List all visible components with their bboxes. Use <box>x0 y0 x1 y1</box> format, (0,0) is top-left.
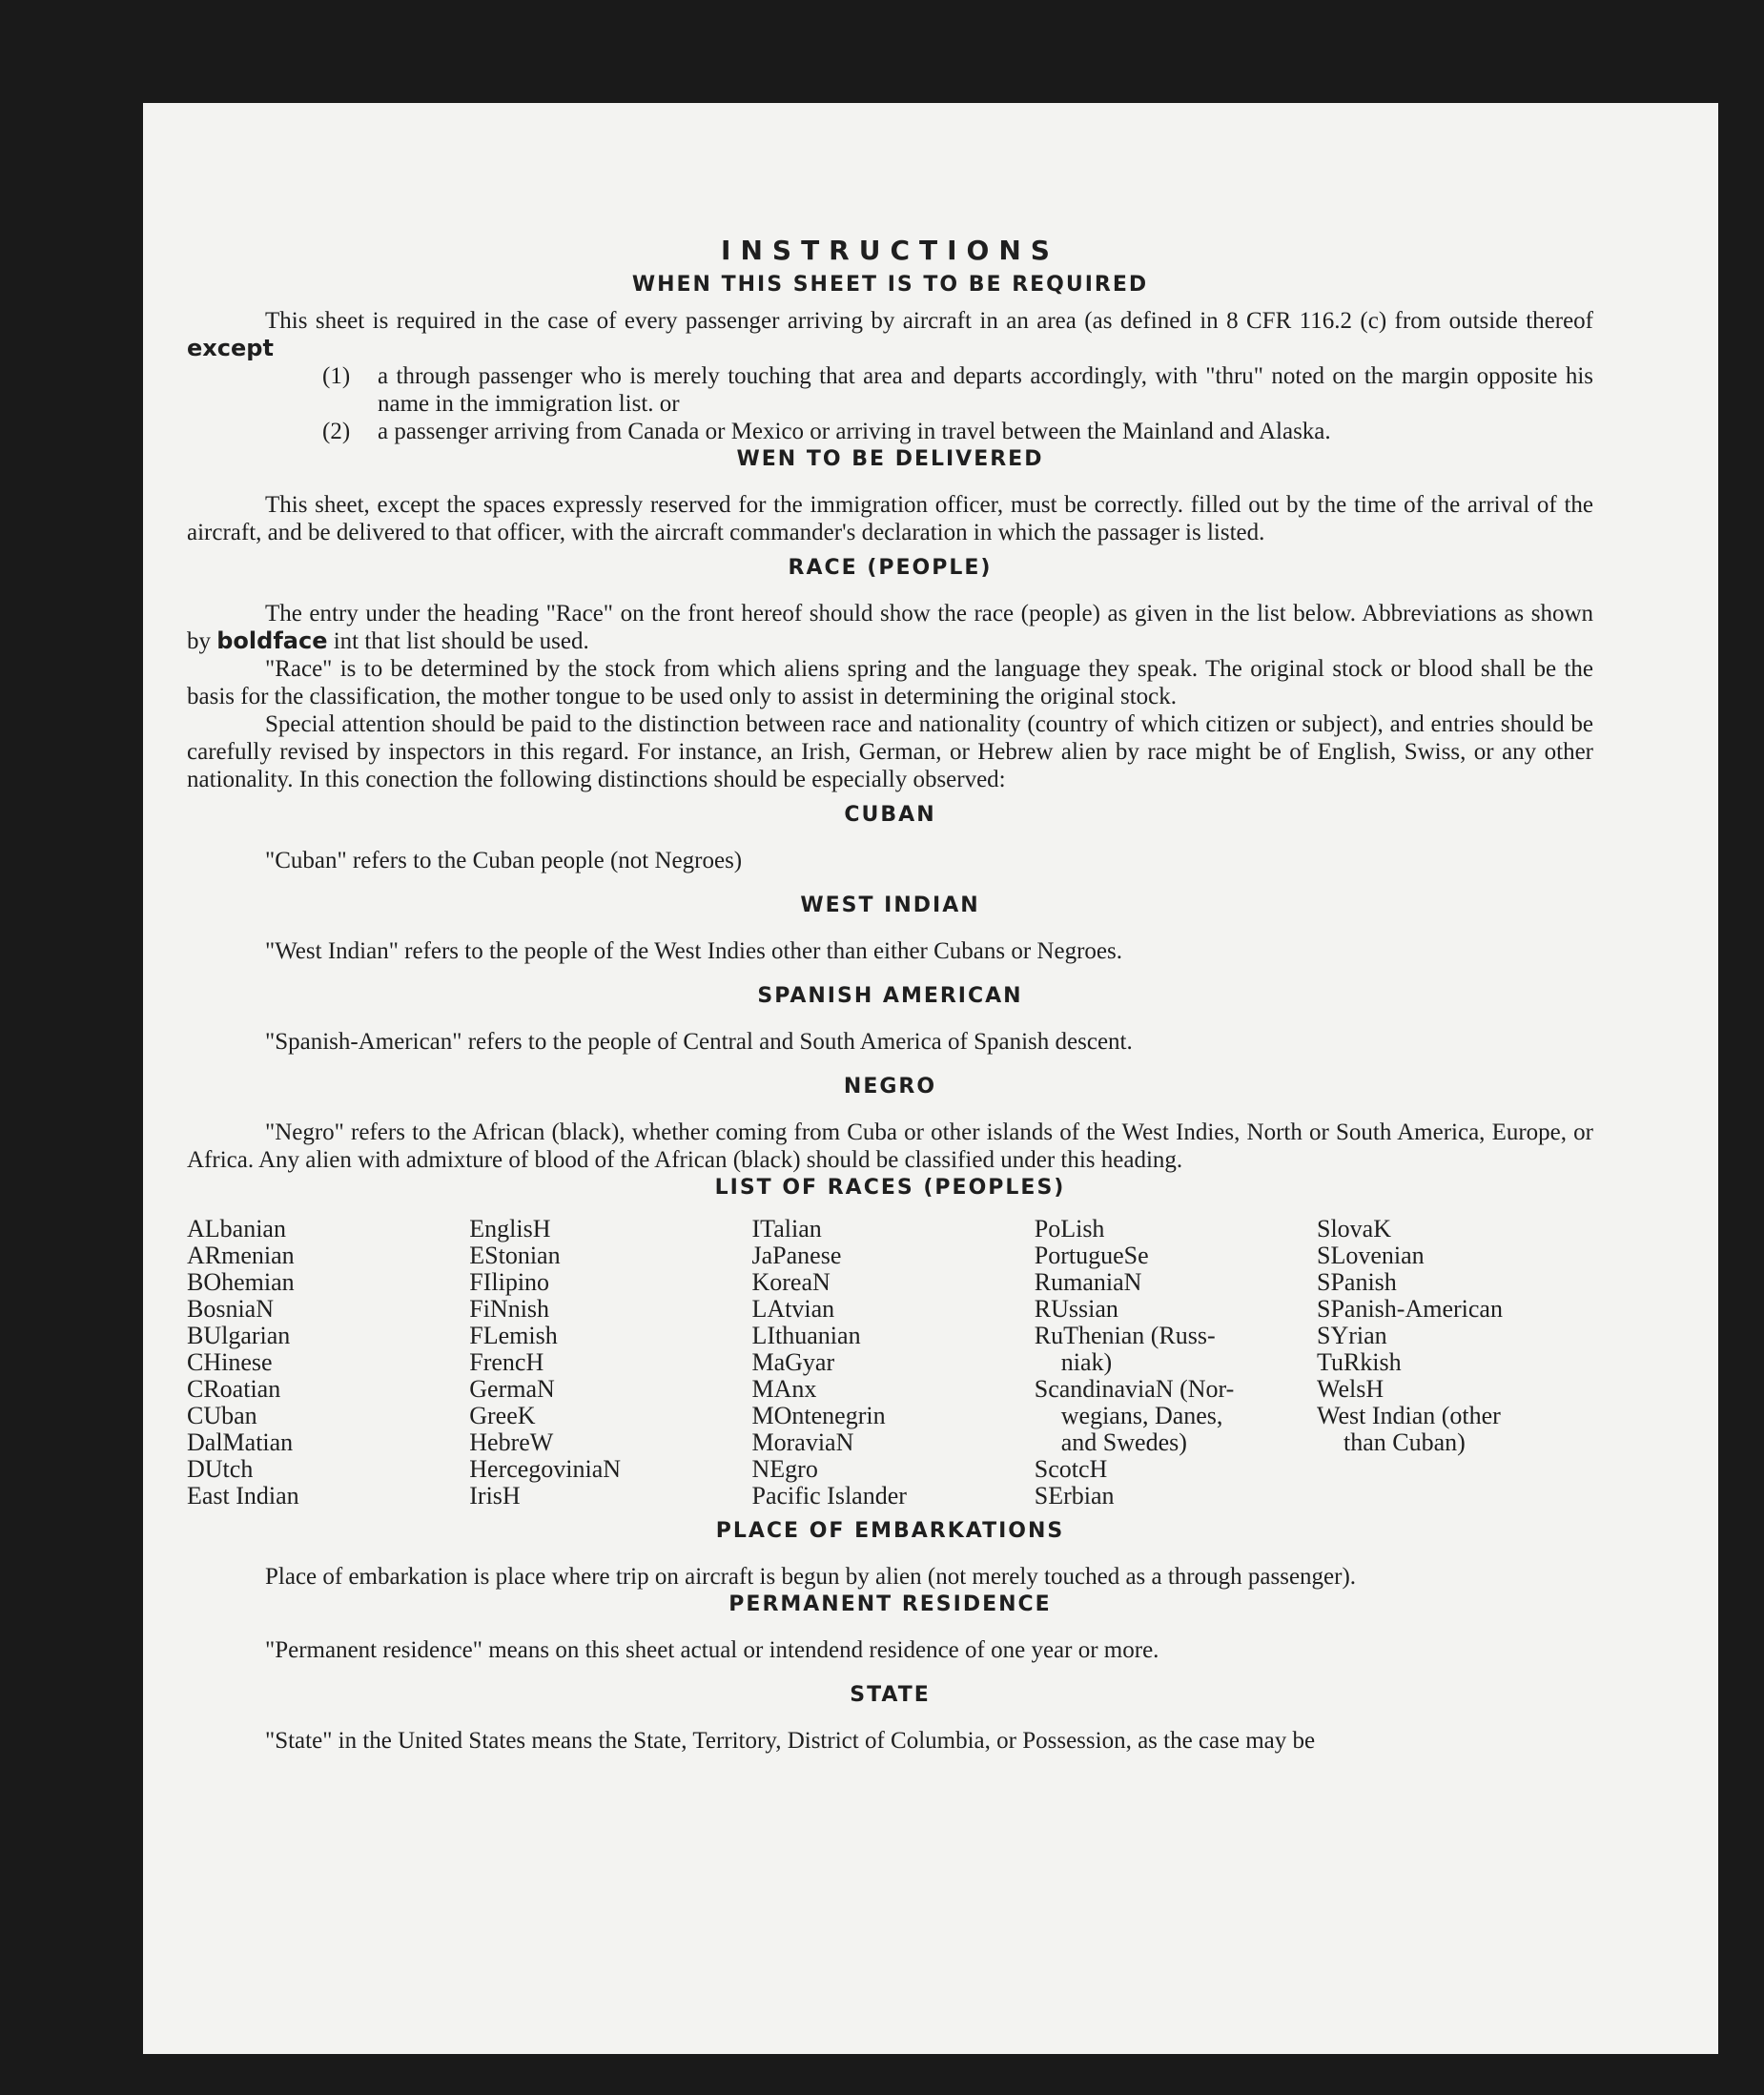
race-entry: JaPanese <box>751 1242 842 1269</box>
race-entry: West Indian (other <box>1317 1402 1501 1429</box>
race-entry: RUssian <box>1034 1295 1118 1323</box>
race-entry: MOntenegrin <box>751 1402 886 1429</box>
race-entry: IrisH <box>469 1482 521 1510</box>
list-item-2: (2) a passenger arriving from Canada or Mexico or arriving in travel between the Mainland and Alaska. <box>322 419 1331 444</box>
race-entry: wegians, Danes, <box>1060 1402 1223 1429</box>
paragraph-residence: "Permanent residence" means on this sheet actual or intendend residence of one year or more. <box>265 1637 1159 1663</box>
heading-race: RACE (PEOPLE) <box>788 556 993 580</box>
race-entry: SPanish <box>1317 1268 1397 1296</box>
bold-boldface: boldface <box>216 627 328 654</box>
race-entry: MaGyar <box>751 1348 835 1376</box>
race-entry: BosniaN <box>187 1295 274 1323</box>
heading-embarkation: PLACE OF EMBARKATIONS <box>715 1519 1065 1543</box>
race-entry: CRoatian <box>187 1375 281 1403</box>
race-entry: GreeK <box>469 1402 536 1429</box>
race-entry: SErbian <box>1034 1482 1115 1510</box>
race-entry: TuRkish <box>1317 1348 1402 1376</box>
races-column-4 <box>1035 1216 1311 1510</box>
race-entry: SLovenian <box>1317 1242 1425 1269</box>
paragraph-west-indian: "West Indian" refers to the people of the West Indies other than either Cubans or Negroes. <box>265 938 1122 964</box>
race-entry: BUlgarian <box>187 1322 291 1349</box>
race-entry: ScotcH <box>1034 1455 1108 1483</box>
heading-required: WHEN THIS SHEET IS TO BE REQUIRED <box>631 273 1149 297</box>
race-entry: GermaN <box>469 1375 555 1403</box>
race-entry: WelsH <box>1317 1375 1385 1403</box>
paragraph-negro: "Negro" refers to the African (black), whether coming from Cuba or other islands of the West Indies, North or South America, Europe, or Africa. Any alien with admixture of blood of the African (black) should be classified under this heading. <box>187 1119 1593 1173</box>
race-entry: ALbanian <box>187 1215 286 1243</box>
heading-spanish-american: SPANISH AMERICAN <box>757 984 1023 1008</box>
race-entry: EnglisH <box>469 1215 551 1243</box>
race-entry: EStonian <box>469 1242 561 1269</box>
race-entry: ScandinaviaN (Nor- <box>1034 1375 1235 1403</box>
race-entry: Pacific Islander <box>751 1482 907 1510</box>
document-title: INSTRUCTIONS <box>721 235 1059 266</box>
race-entry: NEgro <box>751 1455 818 1483</box>
race-entry: ITalian <box>751 1215 822 1243</box>
race-entry: PortugueSe <box>1034 1242 1149 1269</box>
race-entry: and Swedes) <box>1060 1428 1187 1456</box>
race-entry: SYrian <box>1317 1322 1387 1349</box>
heading-state: STATE <box>850 1683 931 1707</box>
race-entry: niak) <box>1060 1348 1113 1376</box>
list-item-1: (1) a through passenger who is merely touching that area and departs accordingly, with "thru" noted on the margin opposite his name in the immigration list. or <box>322 363 1593 417</box>
paragraph-delivered: This sheet, except the spaces expressly reserved for the immigration officer, must be correctly. filled out by the time of the arrival of the aircraft, and be delivered to that officer, with the aircraft commander's declaration in which the passager is listed. <box>187 492 1593 545</box>
race-entry: East Indian <box>187 1482 299 1510</box>
race-entry: FIlipino <box>469 1268 550 1296</box>
race-entry: LIthuanian <box>751 1322 861 1349</box>
races-column-3 <box>752 1216 1029 1510</box>
paragraph-required-intro: This sheet is required in the case of every passenger arriving by aircraft in an area (as defined in 8 CFR 116.2 (c) from outside thereof except <box>187 308 1593 361</box>
race-entry: LAtvian <box>751 1295 835 1323</box>
heading-cuban: CUBAN <box>844 803 936 827</box>
heading-delivered: WEN TO BE DELIVERED <box>736 447 1044 471</box>
races-column-2 <box>469 1216 746 1510</box>
races-column-1 <box>187 1216 463 1510</box>
paragraph-state: "State" in the United States means the State, Territory, District of Columbia, or Possession, as the case may be <box>265 1728 1316 1754</box>
race-entry: BOhemian <box>187 1268 295 1296</box>
races-column-5 <box>1317 1216 1593 1510</box>
heading-residence: PERMANENT RESIDENCE <box>728 1592 1052 1616</box>
race-entry: DalMatian <box>187 1428 294 1456</box>
race-entry: DUtch <box>187 1455 254 1483</box>
heading-negro: NEGRO <box>843 1075 937 1099</box>
race-entry: RumaniaN <box>1034 1268 1142 1296</box>
bold-except: except <box>187 335 274 361</box>
race-entry: CHinese <box>187 1348 273 1376</box>
race-entry: SPanish-American <box>1317 1295 1503 1323</box>
heading-list-of-races: LIST OF RACES (PEOPLES) <box>714 1176 1066 1200</box>
race-entry: MAnx <box>751 1375 817 1403</box>
race-entry: CUban <box>187 1402 257 1429</box>
race-entry: ARmenian <box>187 1242 295 1269</box>
race-entry: PoLish <box>1034 1215 1105 1243</box>
paragraph-embarkation: Place of embarkation is place where trip on aircraft is begun by alien (not merely touched as a through passenger). <box>265 1564 1357 1590</box>
paragraph-race-1: The entry under the heading "Race" on the front hereof should show the race (people) as given in the list below. Abbreviations as shown by boldface int that list should be used. <box>187 601 1593 654</box>
heading-west-indian: WEST INDIAN <box>800 893 980 917</box>
paragraph-spanish-american: "Spanish-American" refers to the people of Central and South America of Spanish descent. <box>265 1029 1133 1055</box>
paragraph-race-2: "Race" is to be determined by the stock from which aliens spring and the language they speak. The original stock or blood shall be the basis for the classification, the mother tongue to be used only to assist in determining the original stock. <box>187 656 1593 709</box>
race-entry: HebreW <box>469 1428 554 1456</box>
race-entry: than Cuban) <box>1344 1428 1466 1456</box>
race-entry: FiNnish <box>469 1295 550 1323</box>
race-entry: RuThenian (Russ- <box>1034 1322 1216 1349</box>
race-entry: SlovaK <box>1317 1215 1391 1243</box>
document-page <box>143 103 1718 2054</box>
race-entry: MoraviaN <box>751 1428 854 1456</box>
instructions-document <box>187 236 1593 1755</box>
race-entry: HercegoviniaN <box>469 1455 622 1483</box>
races-list <box>187 1216 1593 1510</box>
paragraph-cuban: "Cuban" refers to the Cuban people (not Negroes) <box>265 848 743 873</box>
race-entry: KoreaN <box>751 1268 831 1296</box>
race-entry: FrencH <box>469 1348 544 1376</box>
paragraph-race-3: Special attention should be paid to the distinction between race and nationality (country of which citizen or subject), and entries should be carefully revised by inspectors in this regard. For instance, an Irish, German, or Hebrew alien by race might be of English, Swiss, or any other nationality. In this conection the following distinctions should be especially observed: <box>187 711 1593 792</box>
race-entry: FLemish <box>469 1322 558 1349</box>
